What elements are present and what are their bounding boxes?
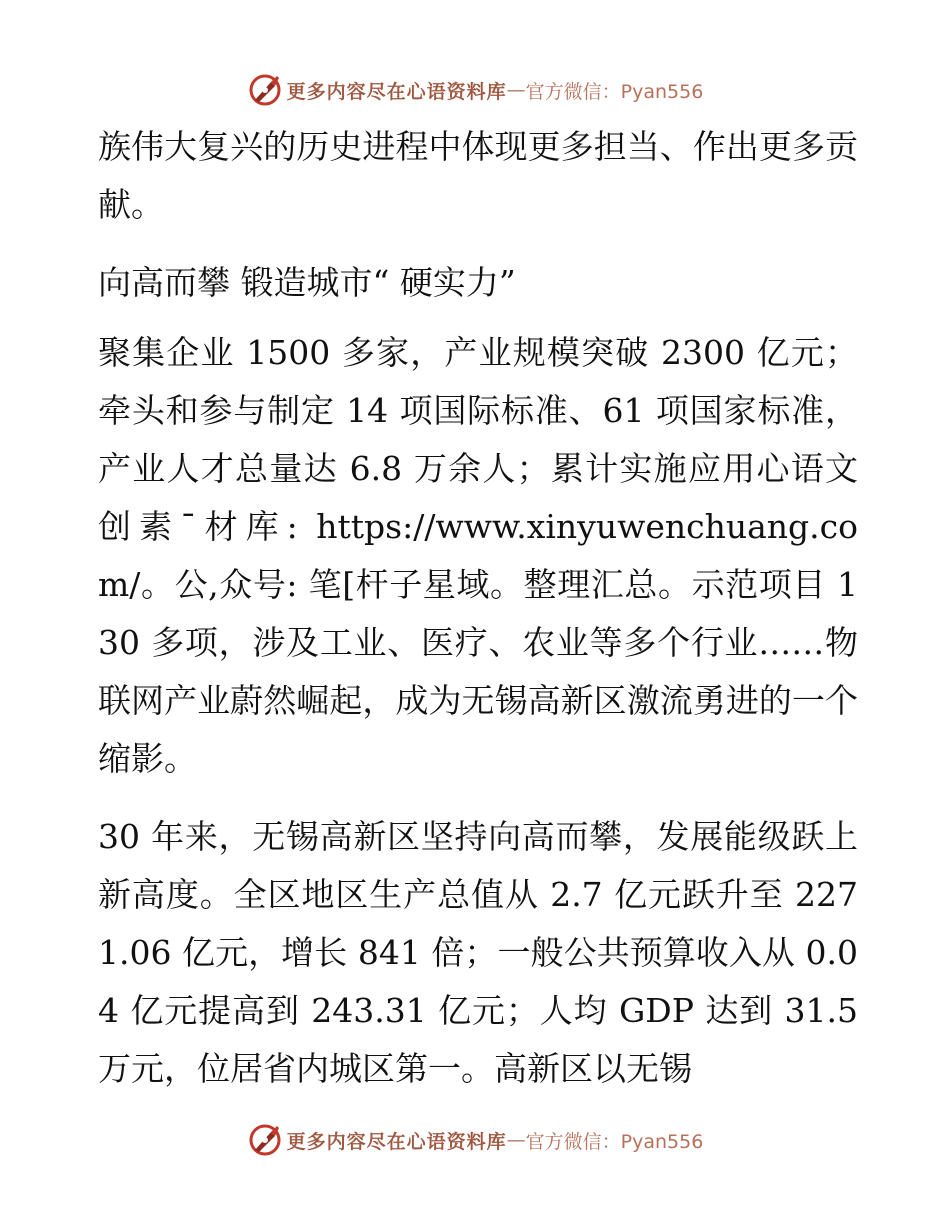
header-watermark <box>0 70 950 110</box>
paragraph-2: 聚集企业 1500 多家，产业规模突破 2300 亿元；牵头和参与制定 14 项国际标准、61 项国家标准，产业人才总量达 6.8 万余人；累计实施应用心语文创素¯材库: https://www.xinyuwenchuang.com/。公,众号: 笔[杆子星域。整理汇总。示范项目 130 多项，涉及工业、医疗、农业等多个行业……物联网产业蔚然崛起，成为无锡高新区激流勇进的一个缩影。 <box>98 333 858 778</box>
watermark-wechat: 官方微信：Pyan556 <box>525 80 704 103</box>
footer-watermark <box>0 1120 950 1160</box>
watermark-wechat: 官方微信：Pyan556 <box>525 1130 704 1153</box>
document-body <box>98 118 858 1118</box>
section-heading: 向高而攀 锻造城市“ 硬实力” <box>98 263 516 302</box>
watermark-separator: — <box>506 1129 526 1151</box>
paragraph-3: 30 年来，无锡高新区坚持向高而攀，发展能级跃上新高度。全区地区生产总值从 2.7 亿元跃升至 2271.06 亿元，增长 841 倍；一般公共预算收入从 0.04 亿元提高到 243.31 亿元；人均 GDP 达到 31.5 万元，位居省内城区第一。高新区以无锡 <box>98 817 858 1088</box>
watermark-separator: — <box>506 79 526 101</box>
watermark-brand: 更多内容尽在心语资料库 <box>286 1130 507 1153</box>
pen-circle-logo-icon <box>247 72 283 108</box>
watermark-brand: 更多内容尽在心语资料库 <box>286 80 507 103</box>
paragraph-1: 族伟大复兴的历史进程中体现更多担当、作出更多贡献。 <box>98 127 858 224</box>
pen-circle-logo-icon <box>247 1122 283 1158</box>
